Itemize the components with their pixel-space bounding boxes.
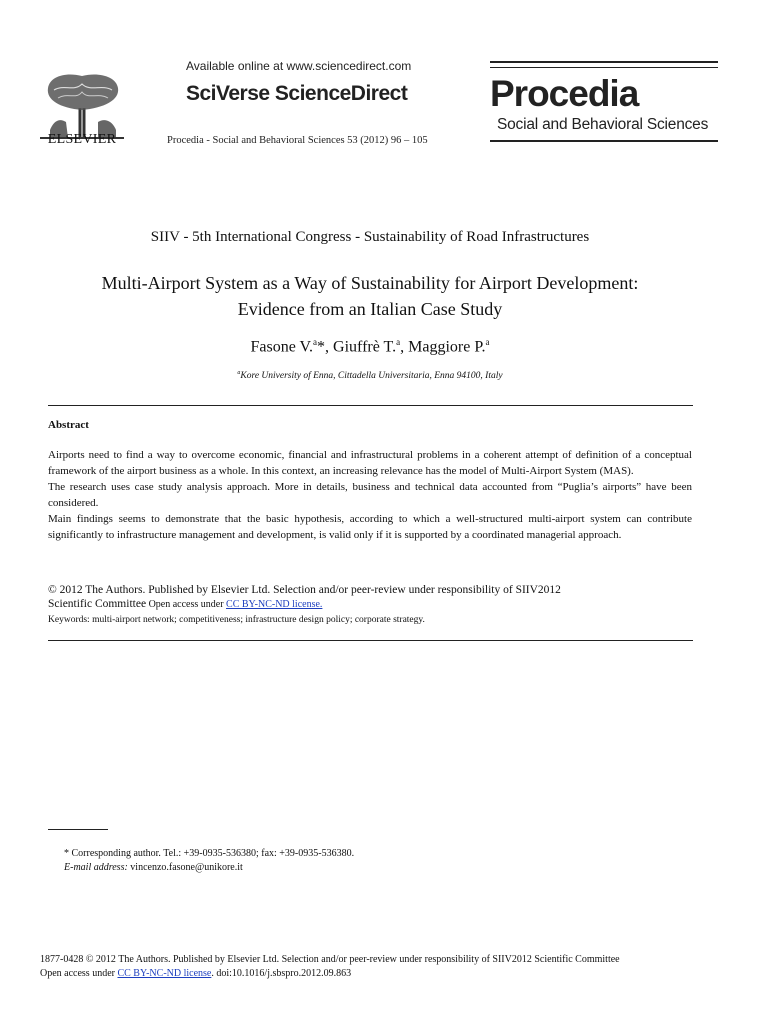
corresponding-mark: * xyxy=(317,338,326,356)
email-label: E-mail address: xyxy=(64,862,128,873)
affiliation xyxy=(0,370,740,381)
email-note xyxy=(64,862,243,873)
congress-name: SIIV - 5th International Congress - Sustainability of Road Infrastructures xyxy=(150,229,590,245)
author-separator: , xyxy=(400,338,409,356)
title-line-1: Multi-Airport System as a Way of Sustainability for Airport Development: xyxy=(101,273,639,293)
abstract-paragraph: The research uses case study analysis approach. More in details, business and technical data accounted from “Puglia’s airports” have been considered. xyxy=(48,481,692,509)
header-rule-top xyxy=(490,61,718,63)
footer-copyright: 1877-0428 © 2012 The Authors. Published by Elsevier Ltd. Selection and/or peer-review under responsibility of SIIV2012 Scientific Committee xyxy=(40,954,620,965)
footer-license-link[interactable]: CC BY-NC-ND license xyxy=(117,968,212,979)
footnote-rule xyxy=(48,829,108,830)
copyright-line-2: Scientific Committee xyxy=(48,598,147,610)
email-address[interactable]: vincenzo.fasone@unikore.it xyxy=(127,862,243,873)
footer-open-access: Open access under xyxy=(40,968,118,979)
author-affil-mark: a xyxy=(485,337,490,347)
author-affil-mark: a xyxy=(396,337,401,347)
available-online xyxy=(186,59,411,73)
article-title xyxy=(40,270,700,322)
keywords: Keywords: multi-airport network; competitiveness; infrastructure design policy; corporate strategy. xyxy=(48,615,425,625)
abstract-heading: Abstract xyxy=(48,419,89,431)
corresponding-author-note: * Corresponding author. Tel.: +39-0935-536380; fax: +39-0935-536380. xyxy=(64,848,355,859)
footer-license xyxy=(40,968,351,979)
footer-doi: . doi:10.1016/j.sbspro.2012.09.863 xyxy=(211,968,352,979)
copyright-line-1: © 2012 The Authors. Published by Elsevier Ltd. Selection and/or peer-review under responsibility of SIIV2012 xyxy=(48,584,561,596)
affiliation-mark: a xyxy=(237,370,241,376)
journal-name: Procedia xyxy=(490,73,639,114)
abstract-paragraph: Airports need to find a way to overcome economic, financial and infrastructural problems in a coherent attempt of definition of a conceptual framework of the airport business as a whole. In this context, an increasing relevance has the model of Multi-Airport System (MAS). xyxy=(48,449,692,477)
journal-subtitle: Social and Behavioral Sciences xyxy=(497,116,709,133)
title-line-2: Evidence from an Italian Case Study xyxy=(237,299,503,319)
header-rule-bottom xyxy=(490,140,718,142)
author-name: Giuffrè T. xyxy=(333,338,397,356)
header-rule-upper xyxy=(490,67,718,68)
sciencedirect-link[interactable]: www.sciencedirect.com xyxy=(286,59,412,73)
copyright-notice xyxy=(48,583,692,612)
publisher-name: ELSEVIER xyxy=(47,132,117,147)
author-separator: , xyxy=(325,338,334,356)
available-prefix: Available online at xyxy=(186,59,287,73)
author-name: Fasone V. xyxy=(250,338,314,356)
abstract-rule-top xyxy=(48,405,693,406)
abstract-paragraph: Main findings seems to demonstrate that the basic hypothesis, according to which a well-structured multi-airport system can contribute significantly to infrastructure management and development, is valid only if it is supported by a coordinated managerial approach. xyxy=(48,513,692,541)
affiliation-text: Kore University of Enna, Cittadella Universitaria, Enna 94100, Italy xyxy=(240,371,503,382)
author-name: Maggiore P. xyxy=(408,338,486,356)
open-access-label: Open access under xyxy=(146,599,227,610)
author-list xyxy=(0,337,740,356)
license-link[interactable]: CC BY-NC-ND license. xyxy=(226,599,323,610)
author-affil-mark: a xyxy=(313,337,318,347)
journal-reference: Procedia - Social and Behavioral Sciences 53 (2012) 96 – 105 xyxy=(167,135,428,146)
abstract-rule-bottom xyxy=(48,640,693,641)
abstract-body xyxy=(48,447,692,543)
platform-name: SciVerse ScienceDirect xyxy=(186,82,408,105)
